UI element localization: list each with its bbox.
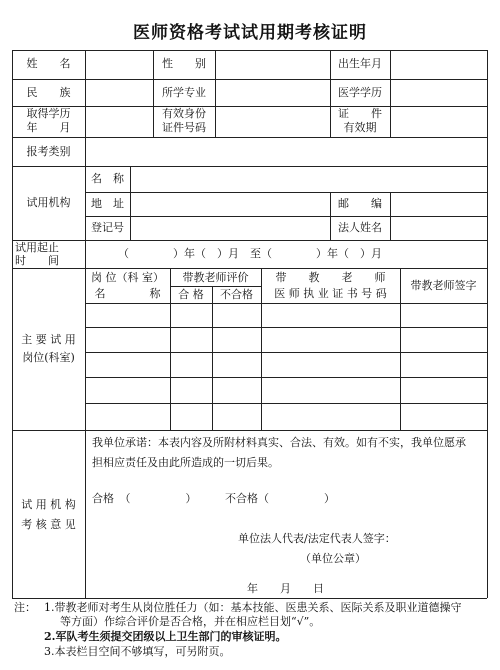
period-label-line1: 试用起止 — [15, 241, 59, 254]
post-column-header-line2: 名 称 — [94, 287, 161, 300]
institution-address-label: 地 址 — [91, 197, 124, 210]
note-2: 2.军队考生须提交团级以上卫生部门的审核证明。 — [44, 630, 287, 643]
exam-type-label: 报考类别 — [26, 145, 71, 158]
opinion-promise-line2: 担相应责任及由此所造成的一切后果。 — [92, 456, 279, 469]
id-label-line1: 有效身份 — [162, 107, 206, 120]
institution-regno-label: 登记号 — [91, 221, 124, 234]
positions-label-line2: 岗位(科室) — [22, 351, 75, 364]
ethnic-label: 民 族 — [26, 86, 71, 99]
document-title: 医师资格考试试用期考核证明 — [133, 23, 367, 43]
opinion-label-line2: 考 核 意 见 — [21, 518, 76, 531]
opinion-seal-label: （单位公章） — [300, 552, 366, 565]
note-1-line1: 1.带教老师对考生从岗位胜任力（如：基本技能、医患关系、医际关系及职业道德操守 — [44, 601, 462, 614]
positions-label-line1: 主 要 试 用 — [21, 333, 76, 346]
eval-column-header: 带教老师评价 — [182, 271, 249, 284]
institution-name-label: 名 称 — [91, 172, 124, 185]
birth-label: 出生年月 — [338, 57, 382, 70]
institution-legal-rep-label: 法人姓名 — [338, 221, 382, 234]
pass-column-header: 合 格 — [178, 288, 204, 301]
opinion-promise-line1: 我单位承诺：本表内容及所附材料真实、合法、有效。如有不实，我单位愿承 — [92, 436, 466, 449]
post-column-header-line1: 岗 位（科 室） — [91, 271, 164, 284]
teacher-cert-header-line2: 医 师 执 业 证 书 号 码 — [274, 287, 387, 300]
gender-label: 性 别 — [162, 57, 206, 70]
opinion-label-line1: 试 用 机 构 — [21, 498, 76, 511]
teacher-cert-header-line1: 带 教 老 师 — [275, 271, 386, 284]
institution-label: 试用机构 — [26, 196, 71, 209]
major-label: 所学专业 — [162, 86, 206, 99]
validity-label-line1: 证 件 — [338, 107, 382, 120]
degree-label-line1: 取得学历 — [26, 107, 71, 120]
opinion-fail-option: 不合格（ ） — [225, 492, 335, 505]
period-label-line2: 时 间 — [15, 254, 59, 267]
note-1-line2: 等方面）作综合评价是否合格，并在相应栏目划“√”。 — [60, 615, 321, 628]
period-range-text: （ ）年（ ）月 至（ ）年（ ）月 — [118, 247, 382, 260]
validity-label-line2: 有效期 — [343, 121, 377, 134]
education-label: 医学学历 — [338, 86, 382, 99]
note-3: 3.本表栏目空间不够填写，可另附页。 — [44, 645, 231, 658]
teacher-sign-header: 带教老师签字 — [410, 279, 477, 292]
notes-prefix: 注： — [14, 601, 36, 614]
institution-post-label: 邮 编 — [338, 197, 382, 210]
degree-label-line2: 年 月 — [26, 121, 71, 134]
opinion-signer-label: 单位法人代表/法定代表人签字： — [238, 532, 396, 545]
name-label: 姓 名 — [26, 57, 71, 70]
fail-column-header: 不合格 — [220, 288, 253, 301]
opinion-date-label: 年 月 日 — [247, 582, 324, 595]
opinion-pass-option: 合格 （ ） — [92, 492, 197, 505]
id-label-line2: 证件号码 — [162, 121, 206, 134]
